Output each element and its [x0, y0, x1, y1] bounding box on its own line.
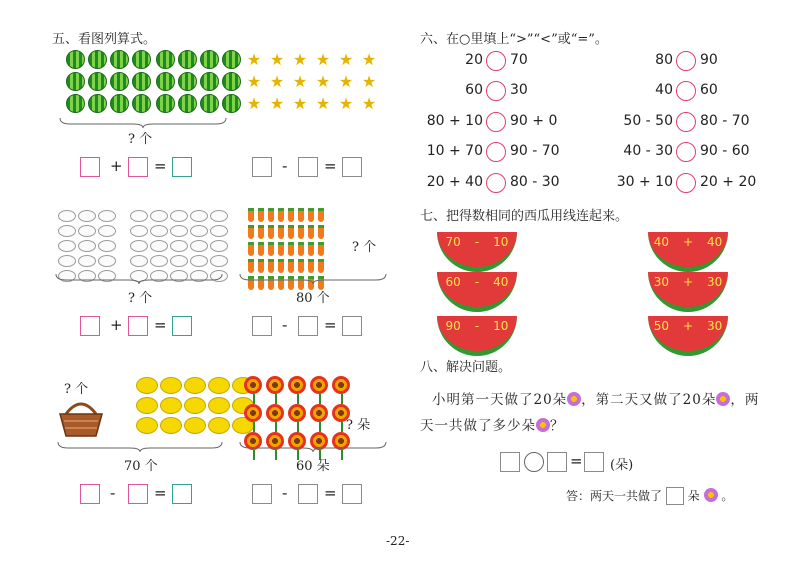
answer-line	[566, 487, 733, 505]
egg-item	[210, 210, 228, 222]
bird-item: ★	[292, 94, 308, 113]
carrot-item	[268, 225, 274, 239]
melon-num-b: 10	[493, 319, 509, 333]
p6-box-2[interactable]	[298, 484, 318, 504]
egg-item	[150, 210, 168, 222]
bird-item: ★	[292, 50, 308, 69]
carrot-item	[278, 259, 284, 273]
egg-item	[98, 255, 116, 267]
carrot-item	[308, 225, 314, 239]
melon-op: +	[682, 275, 694, 289]
compare-left-8: 20 + 40	[426, 174, 483, 190]
carrot-item	[278, 208, 284, 222]
p6-op-2: =	[324, 484, 337, 502]
brace-p5	[56, 440, 224, 452]
section7-title: 七、把得数相同的西瓜用线连起来。	[420, 209, 629, 224]
answer-text-a: 答：两天一共做了	[566, 489, 663, 503]
flower-icon	[716, 392, 730, 406]
lemon-item	[208, 397, 230, 414]
carrot-item	[288, 242, 294, 256]
compare-right-8: 80 - 30	[510, 174, 560, 190]
compare-right-5: 80 - 70	[700, 113, 750, 129]
melon-op: +	[682, 235, 694, 249]
brace-p3	[54, 272, 224, 284]
p4-total: 80 个	[296, 291, 330, 306]
p4-box-1[interactable]	[252, 316, 272, 336]
compare-left-2: 60	[465, 82, 483, 98]
lemon-item	[160, 377, 182, 394]
bird-item: ★	[315, 50, 331, 69]
brace-p4	[238, 272, 388, 284]
bird-item: ★	[315, 72, 331, 91]
melon-item	[132, 50, 151, 69]
compare-left-7: 40 - 30	[623, 143, 673, 159]
egg-item	[210, 225, 228, 237]
melon-num-b: 30	[707, 319, 723, 333]
lemon-item	[160, 417, 182, 434]
melon-item	[110, 94, 129, 113]
p6-box-1[interactable]	[252, 484, 272, 504]
watermelon-left-2[interactable]	[437, 316, 517, 356]
s8-box-1[interactable]	[500, 452, 520, 472]
bird-item: ★	[246, 72, 262, 91]
bird-item: ★	[338, 72, 354, 91]
melon-item	[200, 72, 219, 91]
compare-left-3: 40	[655, 82, 673, 98]
brace-p6	[238, 440, 388, 452]
watermelon-right-0[interactable]	[648, 232, 728, 272]
compare-right-3: 60	[700, 82, 718, 98]
p5-side-question: ? 个	[64, 382, 89, 397]
watermelon-group-left	[66, 50, 151, 113]
p4-op-2: =	[324, 316, 337, 334]
melon-num-b: 30	[707, 275, 723, 289]
carrot-item	[318, 242, 324, 256]
carrot-item	[288, 259, 294, 273]
p3-op-2: =	[154, 316, 167, 334]
melon-item	[178, 94, 197, 113]
p1-question: ? 个	[128, 132, 153, 147]
problem-text-2b: ？	[550, 418, 565, 434]
flower-icon	[567, 392, 581, 406]
carrot-item	[248, 208, 254, 222]
egg-item	[130, 255, 148, 267]
lemon-item	[184, 377, 206, 394]
lemon-item	[160, 397, 182, 414]
carrot-item	[288, 225, 294, 239]
egg-item	[150, 225, 168, 237]
melon-item	[132, 94, 151, 113]
lemon-item	[184, 397, 206, 414]
melon-item	[222, 94, 241, 113]
egg-item	[210, 240, 228, 252]
s8-box-3[interactable]	[584, 452, 604, 472]
p5-op-2: =	[154, 484, 167, 502]
p5-box-3[interactable]	[172, 484, 192, 504]
egg-item	[170, 255, 188, 267]
egg-item	[78, 240, 96, 252]
melon-item	[110, 72, 129, 91]
bird-item: ★	[361, 94, 377, 113]
p5-box-1[interactable]	[80, 484, 100, 504]
carrot-item	[278, 242, 284, 256]
p2-box-1[interactable]	[252, 157, 272, 177]
p2-box-2[interactable]	[298, 157, 318, 177]
egg-item	[130, 210, 148, 222]
p5-box-2[interactable]	[128, 484, 148, 504]
egg-item	[170, 240, 188, 252]
flower-item	[310, 404, 330, 432]
p3-op-1: +	[110, 316, 123, 334]
flower-icon	[704, 488, 718, 502]
egg-item	[78, 225, 96, 237]
melon-item	[88, 94, 107, 113]
carrot-item	[258, 259, 264, 273]
compare-circle-6[interactable]	[486, 142, 506, 162]
melon-item	[178, 50, 197, 69]
egg-item	[78, 210, 96, 222]
compare-circle-2[interactable]	[486, 81, 506, 101]
egg-item	[98, 240, 116, 252]
carrot-item	[318, 259, 324, 273]
compare-right-7: 90 - 60	[700, 143, 750, 159]
carrot-item	[268, 242, 274, 256]
egg-item	[98, 210, 116, 222]
flower-item	[266, 404, 286, 432]
watermelon-group-right	[156, 50, 241, 113]
bird-item: ★	[361, 50, 377, 69]
compare-circle-5[interactable]	[676, 112, 696, 132]
melon-op: -	[474, 275, 480, 289]
carrot-item	[308, 259, 314, 273]
compare-right-9: 20 + 20	[700, 174, 757, 190]
melon-item	[132, 72, 151, 91]
carrot-item	[268, 208, 274, 222]
egg-item	[58, 225, 76, 237]
compare-left-0: 20	[465, 52, 483, 68]
flower-item	[288, 376, 308, 404]
section8-title: 八、解决问题。	[420, 360, 512, 375]
p1-box-1[interactable]	[80, 157, 100, 177]
flower-item	[266, 376, 286, 404]
egg-item	[130, 240, 148, 252]
lemon-group	[136, 377, 254, 434]
melon-item	[222, 72, 241, 91]
melon-item	[88, 72, 107, 91]
p3-box-3[interactable]	[172, 316, 192, 336]
p1-box-2[interactable]	[128, 157, 148, 177]
section5-title: 五、看图列算式。	[52, 32, 157, 47]
p5-total: 70 个	[124, 459, 158, 474]
egg-item	[98, 225, 116, 237]
problem-text-1c: ，两	[730, 392, 760, 408]
bird-item: ★	[361, 72, 377, 91]
flower-icon	[536, 418, 550, 432]
melon-num-b: 40	[707, 235, 723, 249]
carrot-item	[298, 225, 304, 239]
compare-left-1: 80	[655, 52, 673, 68]
melon-num-a: 70	[445, 235, 461, 249]
carrot-item	[258, 208, 264, 222]
melon-num-b: 40	[493, 275, 509, 289]
melon-num-a: 90	[445, 319, 461, 333]
lemon-item	[208, 417, 230, 434]
egg-item	[210, 255, 228, 267]
carrot-item	[248, 225, 254, 239]
carrot-item	[308, 242, 314, 256]
answer-text-b: 朵	[687, 489, 700, 503]
flower-item	[244, 376, 264, 404]
egg-item	[150, 240, 168, 252]
lemon-item	[136, 397, 158, 414]
bird-item: ★	[338, 94, 354, 113]
compare-circle-3[interactable]	[676, 81, 696, 101]
bird-item: ★	[269, 72, 285, 91]
carrot-item	[318, 225, 324, 239]
p2-op-2: =	[324, 157, 337, 175]
page-number: -22-	[386, 534, 410, 548]
melon-item	[200, 94, 219, 113]
answer-text-c: 。	[721, 489, 734, 503]
lemon-item	[136, 377, 158, 394]
melon-item	[200, 50, 219, 69]
egg-item	[190, 255, 208, 267]
flower-item	[332, 376, 352, 404]
compare-circle-7[interactable]	[676, 142, 696, 162]
p1-op-2: =	[154, 157, 167, 175]
compare-left-6: 10 + 70	[426, 143, 483, 159]
egg-item	[150, 255, 168, 267]
melon-num-a: 30	[653, 275, 669, 289]
section6-title: 六、在○里填上“>”“<”或“=”。	[420, 32, 608, 47]
bird-item: ★	[338, 50, 354, 69]
compare-right-4: 90 + 0	[510, 113, 558, 129]
carrot-item	[308, 208, 314, 222]
melon-op: -	[474, 319, 480, 333]
melon-item	[110, 50, 129, 69]
flower-item	[310, 376, 330, 404]
bird-item: ★	[246, 94, 262, 113]
p2-box-3[interactable]	[342, 157, 362, 177]
s8-box-2[interactable]	[547, 452, 567, 472]
melon-item	[66, 72, 85, 91]
egg-item	[190, 240, 208, 252]
carrot-item	[258, 225, 264, 239]
bird-item: ★	[269, 50, 285, 69]
compare-right-2: 30	[510, 82, 528, 98]
carrot-item	[248, 259, 254, 273]
compare-circle-0[interactable]	[486, 51, 506, 71]
egg-item	[130, 225, 148, 237]
melon-num-b: 10	[493, 235, 509, 249]
p4-box-2[interactable]	[298, 316, 318, 336]
melon-item	[88, 50, 107, 69]
bird-item: ★	[292, 72, 308, 91]
compare-circle-9[interactable]	[676, 173, 696, 193]
compare-right-0: 70	[510, 52, 528, 68]
carrot-item	[298, 259, 304, 273]
egg-item	[78, 255, 96, 267]
lemon-item	[208, 377, 230, 394]
p2-op-1: -	[282, 157, 288, 175]
melon-num-a: 60	[445, 275, 461, 289]
egg-item	[58, 240, 76, 252]
carrot-item	[288, 208, 294, 222]
p4-box-3[interactable]	[342, 316, 362, 336]
melon-item	[66, 50, 85, 69]
p1-box-3[interactable]	[172, 157, 192, 177]
carrot-item	[258, 242, 264, 256]
bird-item: ★	[315, 94, 331, 113]
compare-circle-1[interactable]	[676, 51, 696, 71]
melon-op: -	[474, 235, 480, 249]
carrot-item	[298, 208, 304, 222]
melon-item	[66, 94, 85, 113]
watermelon-right-1[interactable]	[648, 272, 728, 312]
s8-unit: (朵)	[610, 458, 634, 473]
flower-item	[244, 404, 264, 432]
answer-box[interactable]	[666, 487, 684, 505]
compare-right-6: 90 - 70	[510, 143, 560, 159]
melon-num-a: 40	[653, 235, 669, 249]
bird-item: ★	[269, 94, 285, 113]
watermelon-left-0[interactable]	[437, 232, 517, 272]
p6-op-1: -	[282, 484, 288, 502]
egg-item	[170, 210, 188, 222]
egg-item	[170, 225, 188, 237]
melon-num-a: 50	[653, 319, 669, 333]
carrot-item	[278, 225, 284, 239]
compare-left-5: 50 - 50	[623, 113, 673, 129]
compare-left-9: 30 + 10	[616, 174, 673, 190]
p5-op-1: -	[110, 484, 116, 502]
s8-operator-circle[interactable]	[524, 452, 544, 472]
carrot-item	[268, 259, 274, 273]
s8-equals: =	[570, 452, 583, 470]
compare-circle-4[interactable]	[486, 112, 506, 132]
compare-circle-8[interactable]	[486, 173, 506, 193]
egg-item	[58, 255, 76, 267]
p4-side-question: ? 个	[352, 240, 377, 255]
lemon-item	[184, 417, 206, 434]
p3-box-2[interactable]	[128, 316, 148, 336]
watermelon-right-2[interactable]	[648, 316, 728, 356]
lemon-item	[136, 417, 158, 434]
flower-item	[288, 404, 308, 432]
melon-item	[156, 94, 175, 113]
egg-item	[58, 210, 76, 222]
bird-item: ★	[246, 50, 262, 69]
p1-op-1: +	[110, 157, 123, 175]
egg-item	[190, 210, 208, 222]
bird-group	[244, 50, 380, 114]
watermelon-left-1[interactable]	[437, 272, 517, 312]
carrot-item	[248, 242, 254, 256]
p6-total: 60 朵	[296, 459, 330, 474]
carrot-item	[298, 242, 304, 256]
melon-item	[222, 50, 241, 69]
problem-text-2a: 天一共做了多少朵	[420, 418, 536, 434]
p3-box-1[interactable]	[80, 316, 100, 336]
p6-side-question: ? 朵	[346, 418, 371, 433]
p4-op-1: -	[282, 316, 288, 334]
problem-text-1a: 小明第一天做了20朵	[432, 392, 568, 408]
brace-p1	[58, 116, 228, 128]
compare-left-4: 80 + 10	[426, 113, 483, 129]
problem-line-1	[432, 388, 759, 408]
problem-text-1b: ，第二天又做了20朵	[581, 392, 717, 408]
melon-item	[156, 50, 175, 69]
p6-box-3[interactable]	[342, 484, 362, 504]
melon-item	[178, 72, 197, 91]
p3-question: ? 个	[128, 291, 153, 306]
egg-item	[190, 225, 208, 237]
basket-icon	[56, 396, 106, 438]
compare-right-1: 90	[700, 52, 718, 68]
carrot-item	[318, 208, 324, 222]
melon-op: +	[682, 319, 694, 333]
melon-item	[156, 72, 175, 91]
problem-line-2	[420, 414, 565, 434]
